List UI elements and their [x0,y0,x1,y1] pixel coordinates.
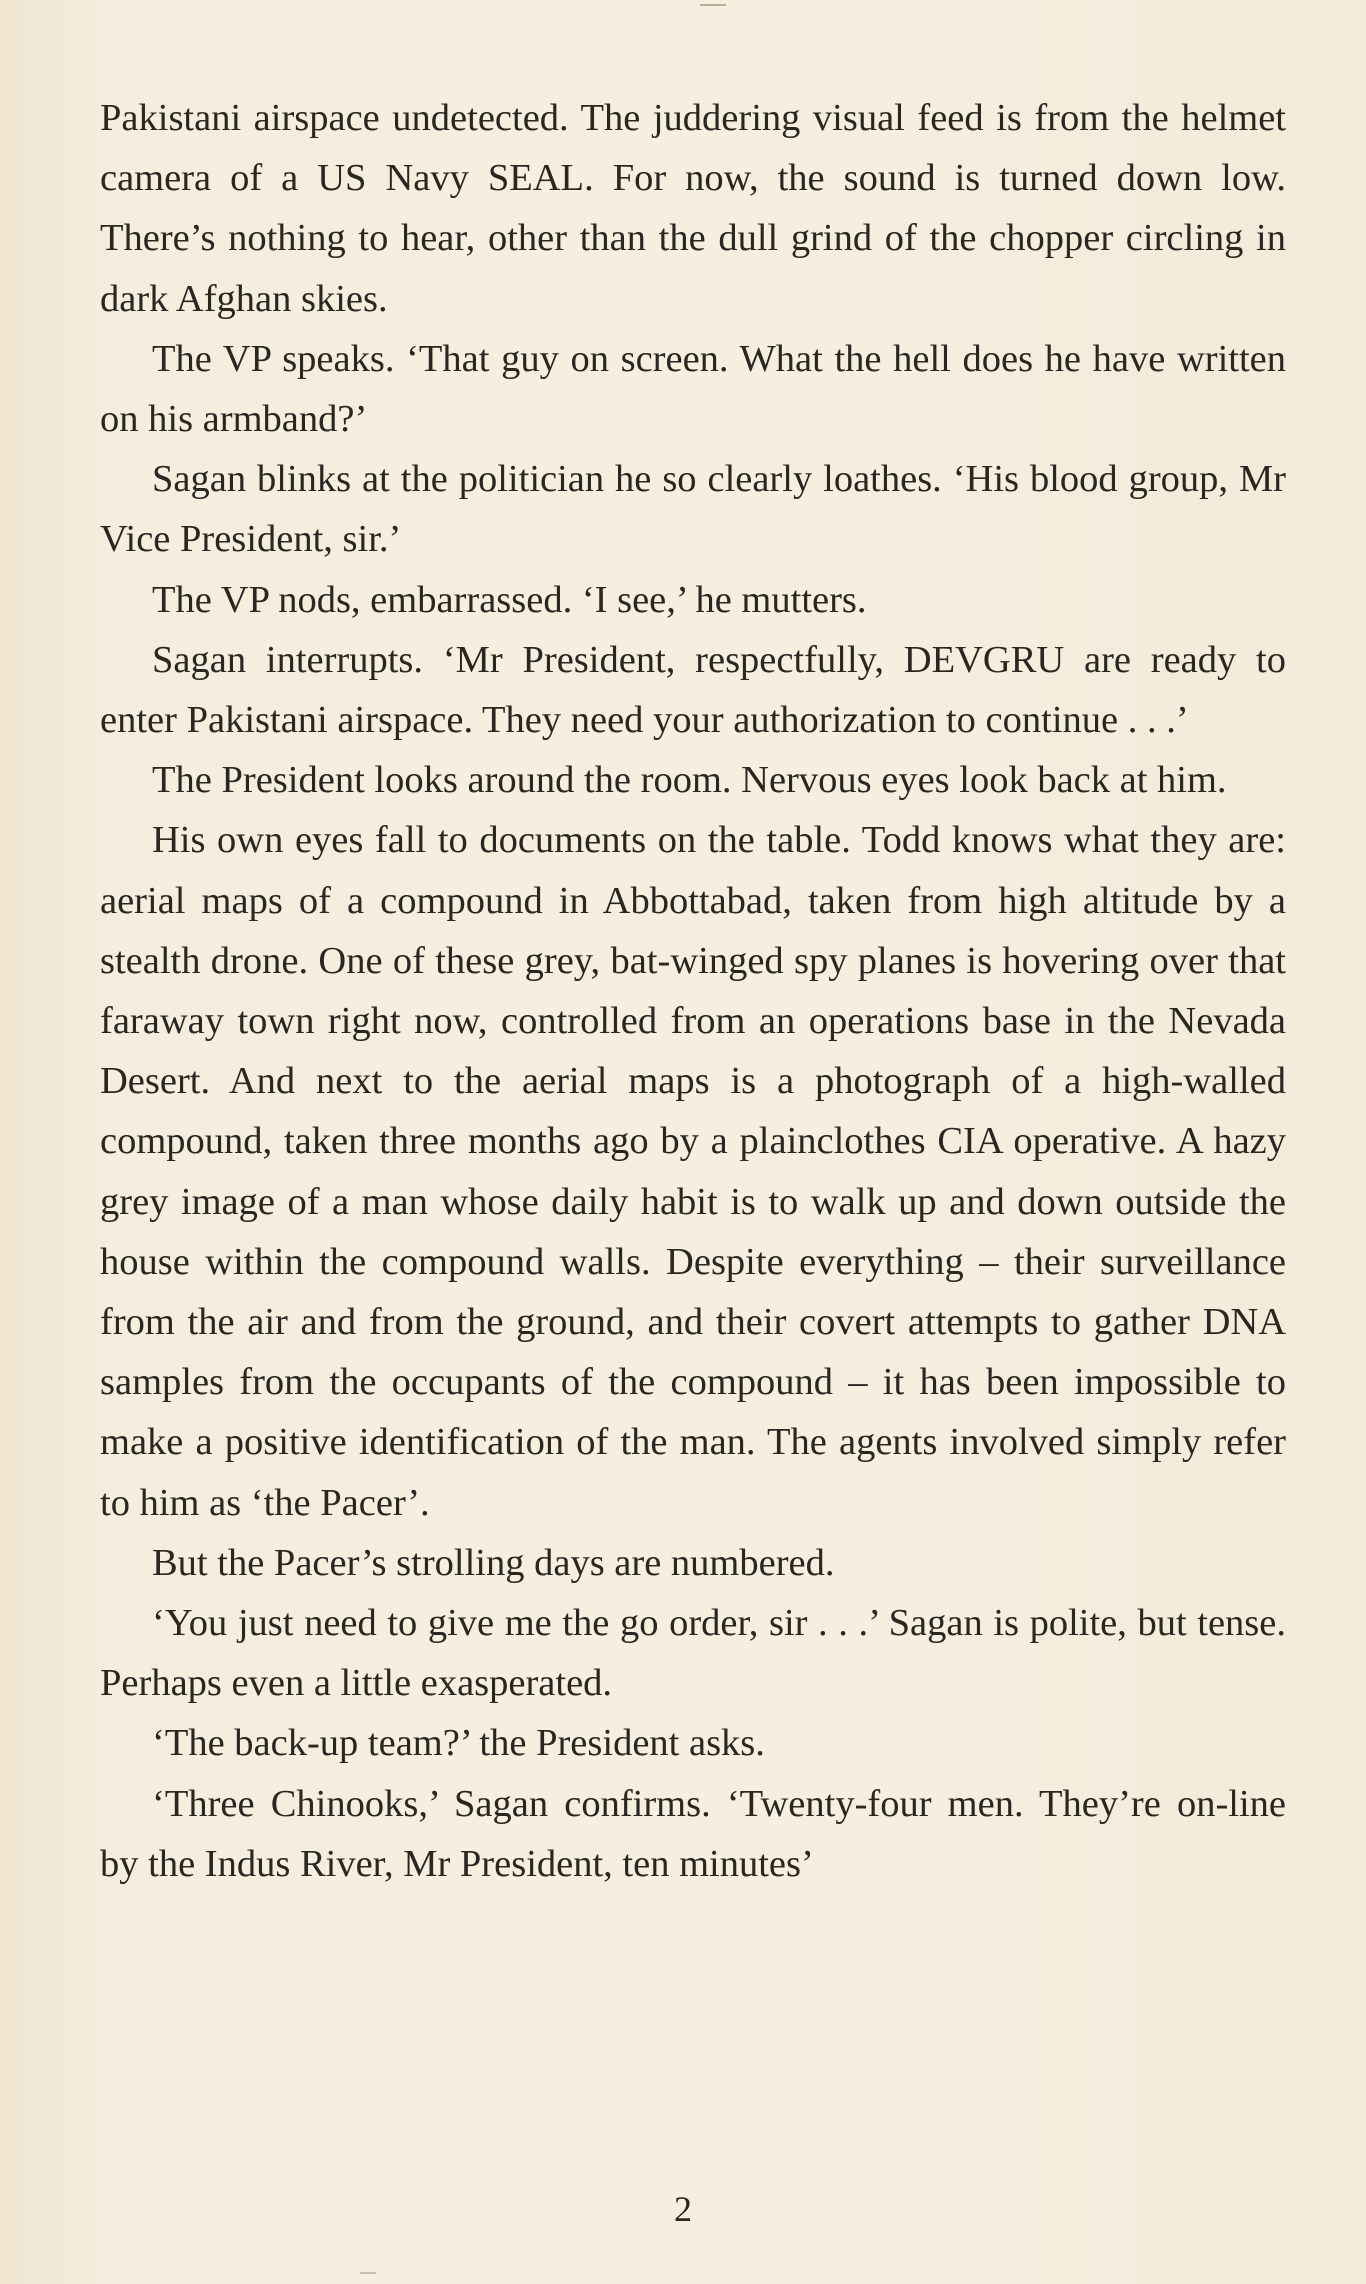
paragraph-10: ‘The back-up team?’ the President asks. [152,1722,765,1765]
page-body-text [100,88,1286,1894]
paragraph-4: The VP nods, embarrassed. ‘I see,’ he mutters. [152,578,867,621]
top-edge-mark [700,4,726,6]
paragraph-2: The VP speaks. ‘That guy on screen. What the hell does he have written on his armband?’ [100,337,1286,441]
paragraph-7: His own eyes fall to documents on the table. Todd knows what they are: aerial maps of a compound in Abbottabad, taken from high altitude by a stealth drone. One of these grey, bat-winged spy planes is hovering over that faraway town right now, controlled from an operations base in the Nevada Desert. And next to the aerial maps is a photograph of a high-walled compound, taken three months ago by a plainclothes CIA operative. A hazy grey image of a man whose daily habit is to walk up and down outside the house within the compound walls. Despite everything – their surveillance from the air and from the ground, and their covert attempts to gather DNA samples from the occupants of the compound – it has been impossible to make a positive identification of the man. The agents involved simply refer to him as ‘the Pacer’. [100,819,1286,1524]
paragraph-3: Sagan blinks at the politician he so clearly loathes. ‘His blood group, Mr Vice President, sir.’ [100,458,1286,561]
page-number: 2 [674,2189,692,2229]
paragraph-5: Sagan interrupts. ‘Mr President, respectfully, DEVGRU are ready to enter Pakistani airspace. They need your authorization to continue . . .’ [100,638,1286,742]
bottom-edge-mark [360,2272,376,2274]
paragraph-9: ‘You just need to give me the go order, sir . . .’ Sagan is polite, but tense. Perhaps even a little exasperated. [100,1602,1286,1705]
paragraph-11: ‘Three Chinooks,’ Sagan confirms. ‘Twenty-four men. They’re on-line by the Indus River, Mr President, ten minutes’ [100,1782,1286,1885]
paragraph-6: The President looks around the room. Nervous eyes look back at him. [152,759,1227,802]
paragraph-1: Pakistani airspace undetected. The juddering visual feed is from the helmet camera of a US Navy SEAL. For now, the sound is turned down low. There’s nothing to hear, other than the dull grind of the chopper circling in dark Afghan skies. [100,97,1286,320]
paragraph-8: But the Pacer’s strolling days are numbered. [152,1541,835,1584]
